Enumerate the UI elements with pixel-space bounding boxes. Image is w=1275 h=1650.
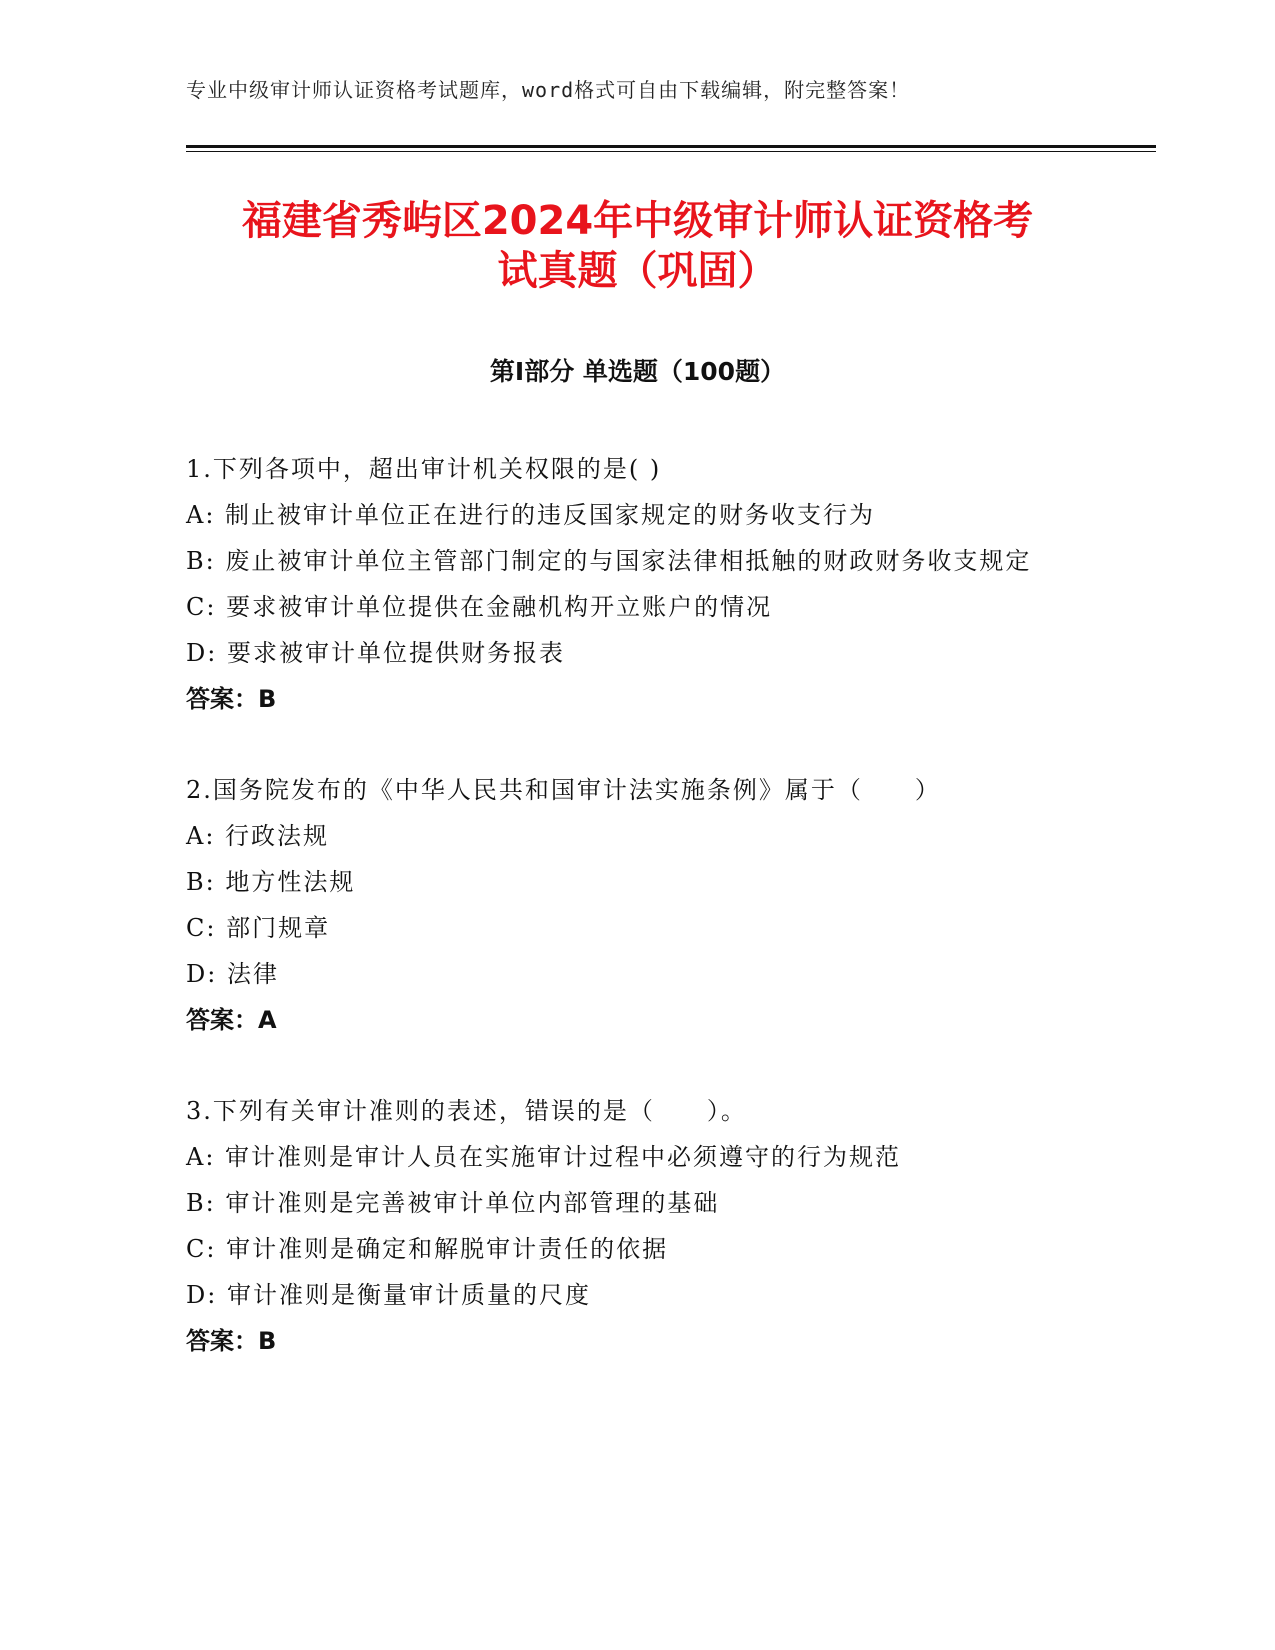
header-rule-thick (186, 145, 1156, 148)
question-1 (186, 446, 1086, 722)
answer: 答案：A (186, 1006, 277, 1034)
question-stem: 2.国务院发布的《中华人民共和国审计法实施条例》属于（ ） (186, 776, 941, 804)
option-d: D: 法律 (186, 960, 279, 988)
option-b: B: 废止被审计单位主管部门制定的与国家法律相抵触的财政财务收支规定 (186, 547, 1032, 575)
option-c: C: 部门规章 (186, 914, 331, 942)
question-list (186, 446, 1086, 1409)
title-line-1: 福建省秀屿区2024年中级审计师认证资格考 (241, 198, 1034, 244)
header-note: 专业中级审计师认证资格考试题库，word格式可自由下载编辑，附完整答案！ (186, 78, 911, 102)
question-2 (186, 767, 1086, 1043)
option-c: C: 要求被审计单位提供在金融机构开立账户的情况 (186, 593, 773, 621)
option-b: B: 审计准则是完善被审计单位内部管理的基础 (186, 1189, 720, 1217)
question-stem: 1.下列各项中，超出审计机关权限的是( ) (186, 455, 662, 483)
option-d: D: 审计准则是衡量审计质量的尺度 (186, 1281, 591, 1309)
option-a: A: 制止被审计单位正在进行的违反国家规定的财务收支行为 (186, 501, 876, 529)
question-stem: 3.下列有关审计准则的表述，错误的是（ ）。 (186, 1097, 747, 1125)
section-heading: 第Ⅰ部分 单选题（100题） (489, 357, 786, 386)
option-a: A: 审计准则是审计人员在实施审计过程中必须遵守的行为规范 (186, 1143, 902, 1171)
answer: 答案：B (186, 1327, 277, 1355)
title-line-2: 试真题（巩固） (497, 248, 778, 294)
option-a: A: 行政法规 (186, 822, 330, 850)
option-d: D: 要求被审计单位提供财务报表 (186, 639, 565, 667)
option-c: C: 审计准则是确定和解脱审计责任的依据 (186, 1235, 669, 1263)
answer: 答案：B (186, 685, 277, 713)
header-rule-thin (186, 151, 1156, 152)
question-3 (186, 1088, 1086, 1364)
document-title (150, 196, 1125, 296)
option-b: B: 地方性法规 (186, 868, 356, 896)
